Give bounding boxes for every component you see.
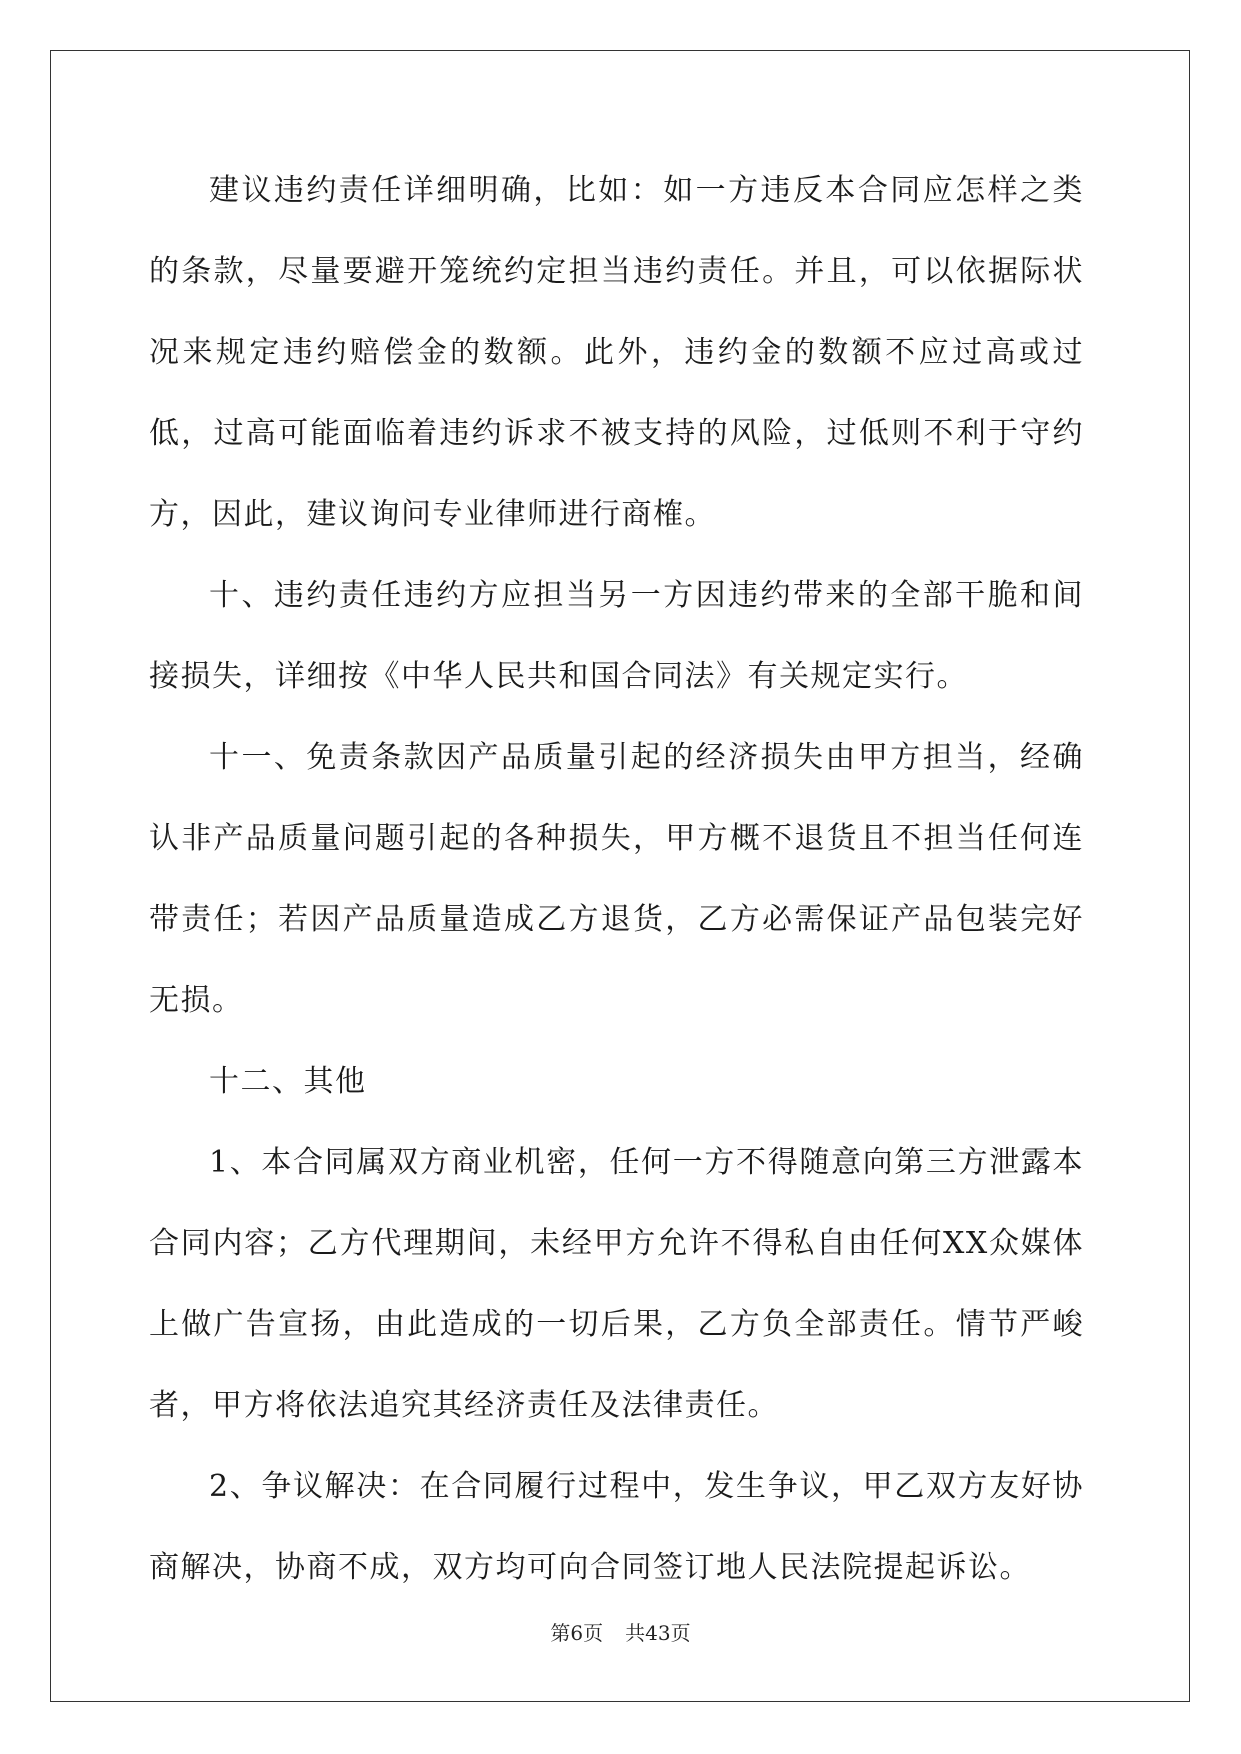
total-pages: 共43页 [625,1621,691,1645]
current-page-number: 第6页 [550,1621,604,1645]
document-body [149,150,1084,1608]
paragraph-clause-10: 十、违约责任违约方应担当另一方因违约带来的全部干脆和间接损失，详细按《中华人民共和国合同法》有关规定实行。 [149,578,1084,694]
paragraph-clause-12-2: 2、争议解决：在合同履行过程中，发生争议，甲乙双方友好协商解决，协商不成，双方均可向合同签订地人民法院提起诉讼。 [149,1469,1084,1585]
paragraph-clause-12-1: 1、本合同属双方商业机密，任何一方不得随意向第三方泄露本合同内容；乙方代理期间，未经甲方允许不得私自由任何XX众媒体上做广告宣扬，由此造成的一切后果，乙方负全部责任。情节严峻者，甲方将依法追究其经济责任及法律责任。 [149,1145,1084,1423]
paragraph-clause-12-heading: 十二、其他 [209,1064,367,1099]
page-footer [0,1621,1241,1645]
paragraph-clause-11: 十一、免责条款因产品质量引起的经济损失由甲方担当，经确认非产品质量问题引起的各种损失，甲方概不退货且不担当任何连带责任；若因产品质量造成乙方退货，乙方必需保证产品包装完好无损。 [149,740,1084,1018]
paragraph-liability-advice: 建议违约责任详细明确，比如：如一方违反本合同应怎样之类的条款，尽量要避开笼统约定担当违约责任。并且，可以依据际状况来规定违约赔偿金的数额。此外，违约金的数额不应过高或过低，过高可能面临着违约诉求不被支持的风险，过低则不利于守约方，因此，建议询问专业律师进行商榷。 [149,173,1084,532]
